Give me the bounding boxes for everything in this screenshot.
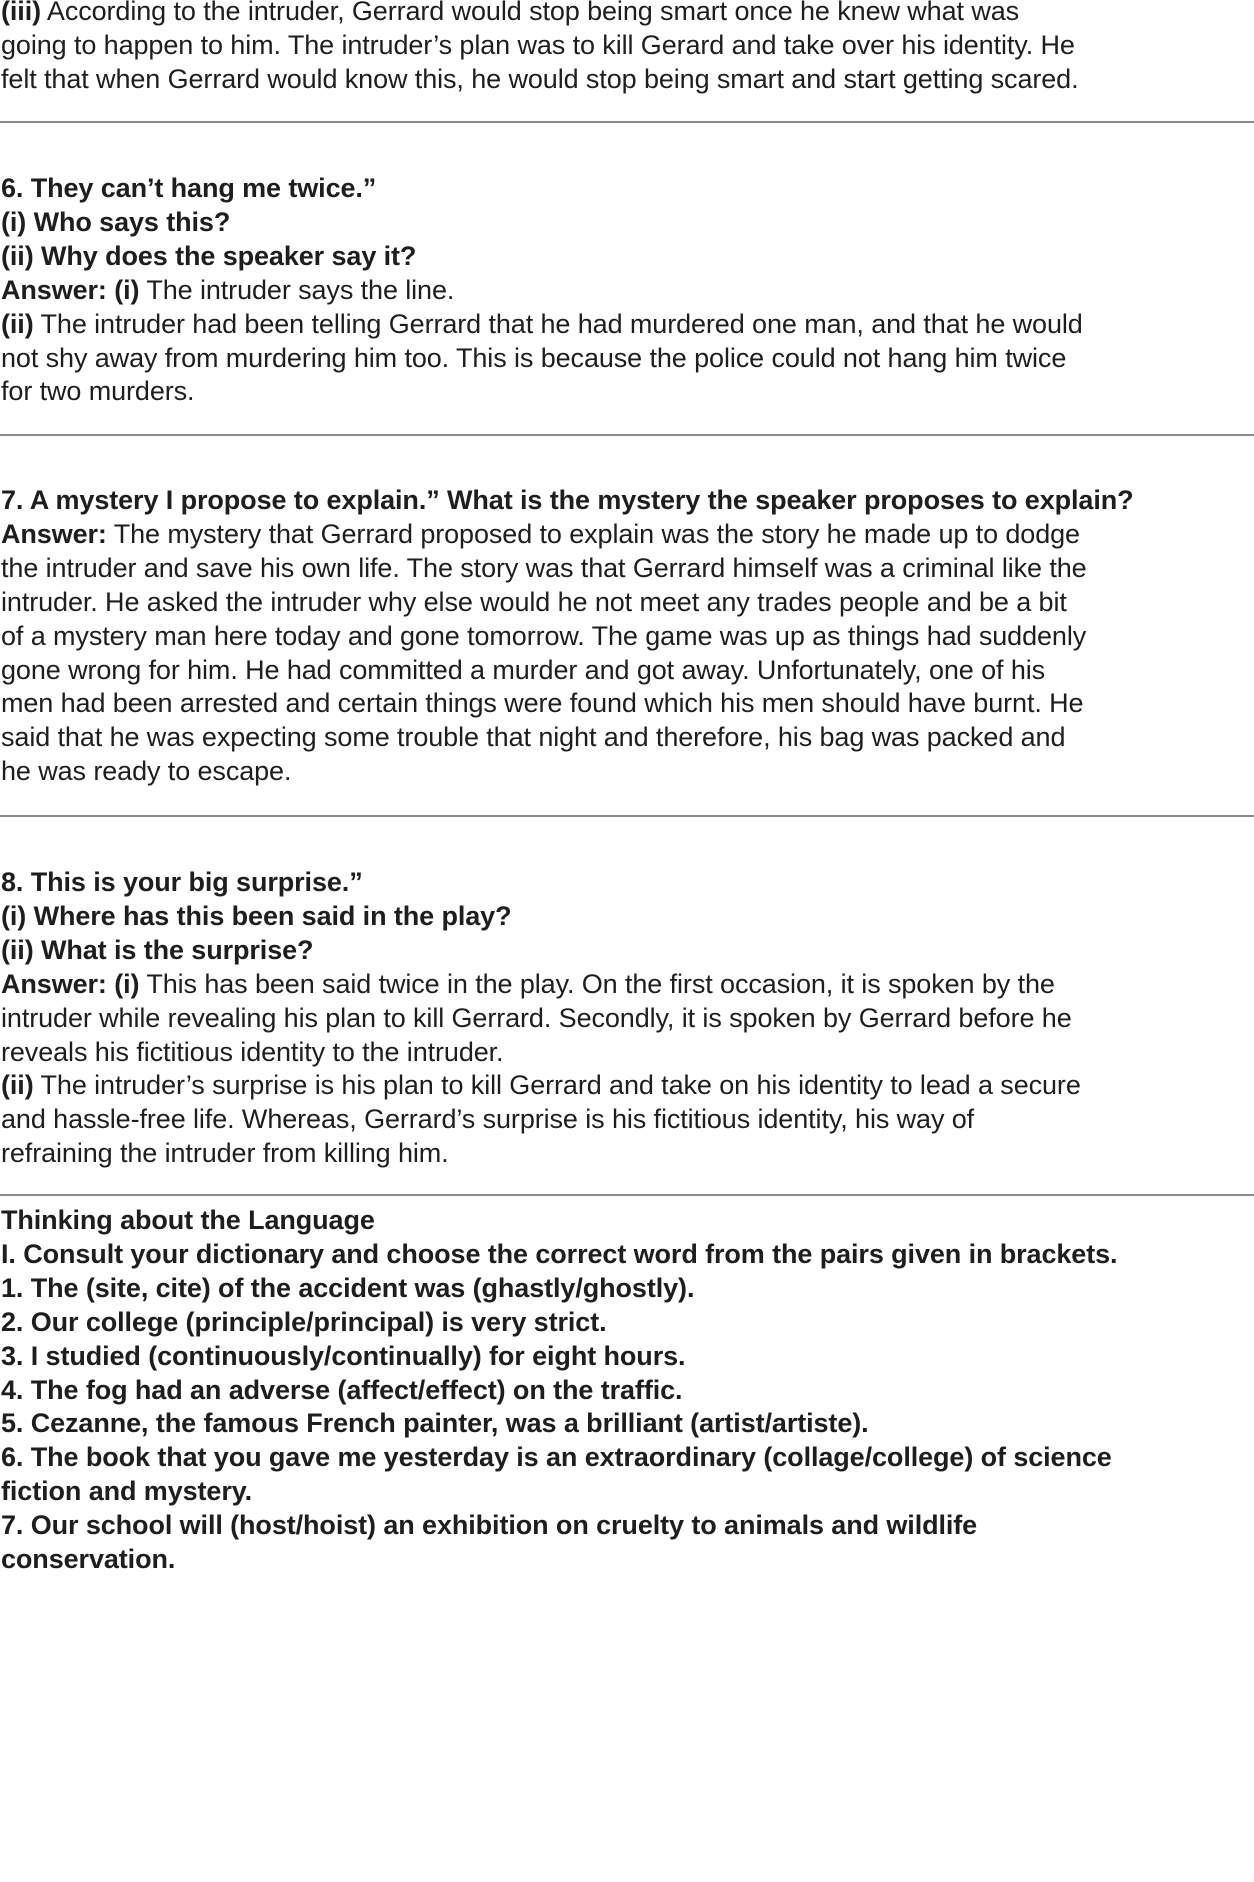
bold-text: 2. Our college (principle/principal) is very strict. bbox=[1, 1306, 607, 1337]
bold-text: fiction and mystery. bbox=[1, 1476, 253, 1507]
body-text: the intruder and save his own life. The story was that Gerrard himself was a criminal like the bbox=[1, 552, 1087, 583]
body-text: of a mystery man here today and gone tomorrow. The game was up as things had suddenly bbox=[1, 620, 1087, 651]
bold-text: 4. The fog had an adverse (affect/effect) on the traffic. bbox=[1, 1374, 683, 1405]
body-text: The mystery that Gerrard proposed to explain was the story he made up to dodge bbox=[106, 518, 1080, 549]
body-text: intruder. He asked the intruder why else would he not meet any trades people and be a bit bbox=[1, 586, 1067, 617]
bold-text: (iii) bbox=[1, 0, 41, 26]
bold-text: 8. This is your big surprise.” bbox=[1, 867, 363, 897]
text-line bbox=[1, 1133, 449, 1173]
body-text: refraining the intruder from killing him. bbox=[1, 1138, 449, 1169]
body-text: he was ready to escape. bbox=[1, 756, 292, 787]
bold-text: I. Consult your dictionary and choose the correct word from the pairs given in brackets. bbox=[1, 1238, 1118, 1269]
body-text: The intruder had been telling Gerrard that he had murdered one man, and that he would bbox=[33, 308, 1083, 339]
bold-text: Answer: (i) bbox=[1, 968, 140, 999]
body-text: men had been arrested and certain things were found which his men should have burnt. He bbox=[1, 688, 1084, 719]
body-text: going to happen to him. The intruder’s plan was to kill Gerard and take over his identity. He bbox=[1, 29, 1075, 60]
body-text: According to the intruder, Gerrard would stop being smart once he knew what was bbox=[41, 0, 1020, 26]
body-text: This has been said twice in the play. On the first occasion, it is spoken by the bbox=[139, 968, 1055, 999]
bold-text: 5. Cezanne, the famous French painter, was a brilliant (artist/artiste). bbox=[1, 1408, 869, 1439]
text-line bbox=[1, 1539, 175, 1579]
bold-text: Answer: bbox=[1, 518, 107, 549]
body-text: felt that when Gerrard would know this, he would stop being smart and start getting scared. bbox=[1, 63, 1079, 94]
bold-text: 6. They can’t hang me twice.” bbox=[1, 173, 377, 203]
text-line bbox=[1, 59, 1078, 99]
body-text: The intruder’s surprise is his plan to kill Gerrard and take on his identity to lead a secure bbox=[33, 1070, 1081, 1101]
text-line bbox=[1, 751, 291, 791]
body-text: said that he was expecting some trouble that night and therefore, his bag was packed and bbox=[1, 722, 1066, 753]
text-line bbox=[1, 371, 194, 411]
bold-text: (ii) What is the surprise? bbox=[1, 934, 314, 965]
bold-text: 7. Our school will (host/hoist) an exhibition on cruelty to animals and wildlife bbox=[1, 1510, 978, 1541]
section-divider bbox=[0, 434, 1254, 436]
bold-text: (ii) bbox=[1, 1070, 34, 1101]
body-text: gone wrong for him. He had committed a murder and got away. Unfortunately, one of his bbox=[1, 654, 1046, 685]
body-text: not shy away from murdering him too. This is because the police could not hang him twice bbox=[1, 342, 1067, 373]
bold-text: 3. I studied (continuously/continually) for eight hours. bbox=[1, 1340, 686, 1371]
bold-text: (ii) bbox=[1, 308, 34, 339]
section-divider bbox=[0, 121, 1254, 123]
bold-text: 1. The (site, cite) of the accident was (ghastly/ghostly). bbox=[1, 1272, 695, 1303]
bold-text: (i) Who says this? bbox=[1, 206, 231, 237]
bold-text: 6. The book that you gave me yesterday is an extraordinary (collage/college) of science bbox=[1, 1442, 1112, 1473]
bold-text: conservation. bbox=[1, 1544, 176, 1574]
body-text: reveals his fictitious identity to the intruder. bbox=[1, 1036, 504, 1067]
bold-text: Thinking about the Language bbox=[1, 1205, 375, 1235]
section-divider bbox=[0, 815, 1254, 817]
section-divider bbox=[0, 1194, 1254, 1196]
body-text: intruder while revealing his plan to kill Gerrard. Secondly, it is spoken by Gerrard before he bbox=[1, 1002, 1072, 1033]
bold-text: (i) Where has this been said in the play? bbox=[1, 900, 512, 931]
body-text: and hassle-free life. Whereas, Gerrard’s surprise is his fictitious identity, his way of bbox=[1, 1104, 975, 1135]
body-text: The intruder says the line. bbox=[139, 274, 455, 305]
bold-text: Answer: (i) bbox=[1, 274, 140, 305]
bold-text: 7. A mystery I propose to explain.” What is the mystery the speaker proposes to explain? bbox=[1, 485, 1134, 515]
bold-text: (ii) Why does the speaker say it? bbox=[1, 240, 417, 271]
body-text: for two murders. bbox=[1, 376, 195, 407]
